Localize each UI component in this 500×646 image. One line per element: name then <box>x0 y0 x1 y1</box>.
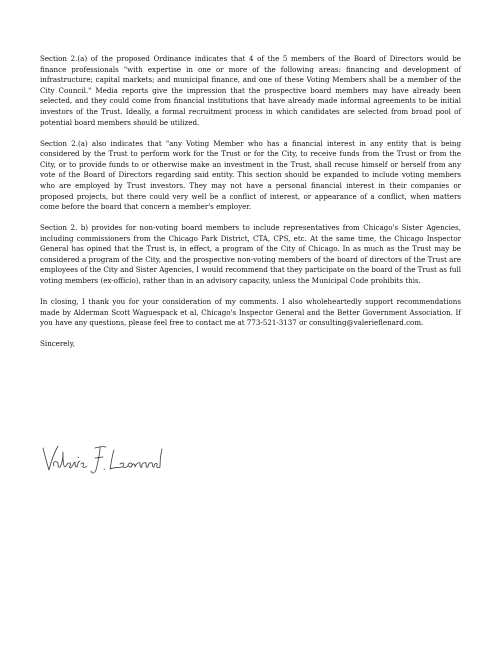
closing-salutation: Sincerely, <box>40 339 76 349</box>
handwritten-signature <box>40 440 170 480</box>
paragraph-non-voting-members: Section 2. b) provides for non-voting board members to include representatives from Chicago's Sister Agencies, including commissioners from the Chicago Park District, CTA, CPS, etc. At the same time, the Chicago Inspector General has opined that the Trust is, in effect, a program of the City of Chicago. In as much as the Trust may be considered a program of the City, and the prospective non-voting members of the board of directors of the Trust are employees of the City and Sister Agencies, I would recommend that they participate on the board of the Trust as full voting members (ex-officio), rather than in an advisory capacity, unless the Municipal Code prohibits this. <box>40 223 461 286</box>
letter-body <box>40 54 461 360</box>
paragraph-board-composition: Section 2.(a) of the proposed Ordinance indicates that 4 of the 5 members of the Board of Directors would be finance professionals "with expertise in one or more of the following areas: financing and development of infrastructure; capital markets; and municipal finance, and one of these Voting Members shall be a member of the City Council." Media reports give the impression that the prospective board members may have already been selected, and they could come from financial institutions that have already made informal agreements to be initial investors of the Trust. Ideally, a formal recruitment process in which candidates are selected from broad pool of potential board members should be utilized. <box>40 54 461 127</box>
paragraph-conflict-of-interest: Section 2.(a) also indicates that "any Voting Member who has a financial interest in any entity that is being considered by the Trust to perform work for the Trust or for the City, to receive funds from the Trust or from the City, or to provide funds to or otherwise make an investment in the Trust, shall recuse himself or herself from any vote of the Board of Directors regarding said entity. This section should be expanded to include voting members who are employed by Trust investors. They may not have a personal financial interest in their companies or proposed projects, but there could very well be a conflict of interest, or appearance of a conflict, when matters come before the board that concern a member's employer. <box>40 138 461 212</box>
paragraph-closing: In closing, I thank you for your consideration of my comments. I also wholeheartedly support recommendations made by Alderman Scott Waguespack et al, Chicago's Inspector General and the Better Government Association. If you have any questions, please feel free to contact me at 773-521-3137 or consulting@valerieflenard.com. <box>40 297 461 328</box>
